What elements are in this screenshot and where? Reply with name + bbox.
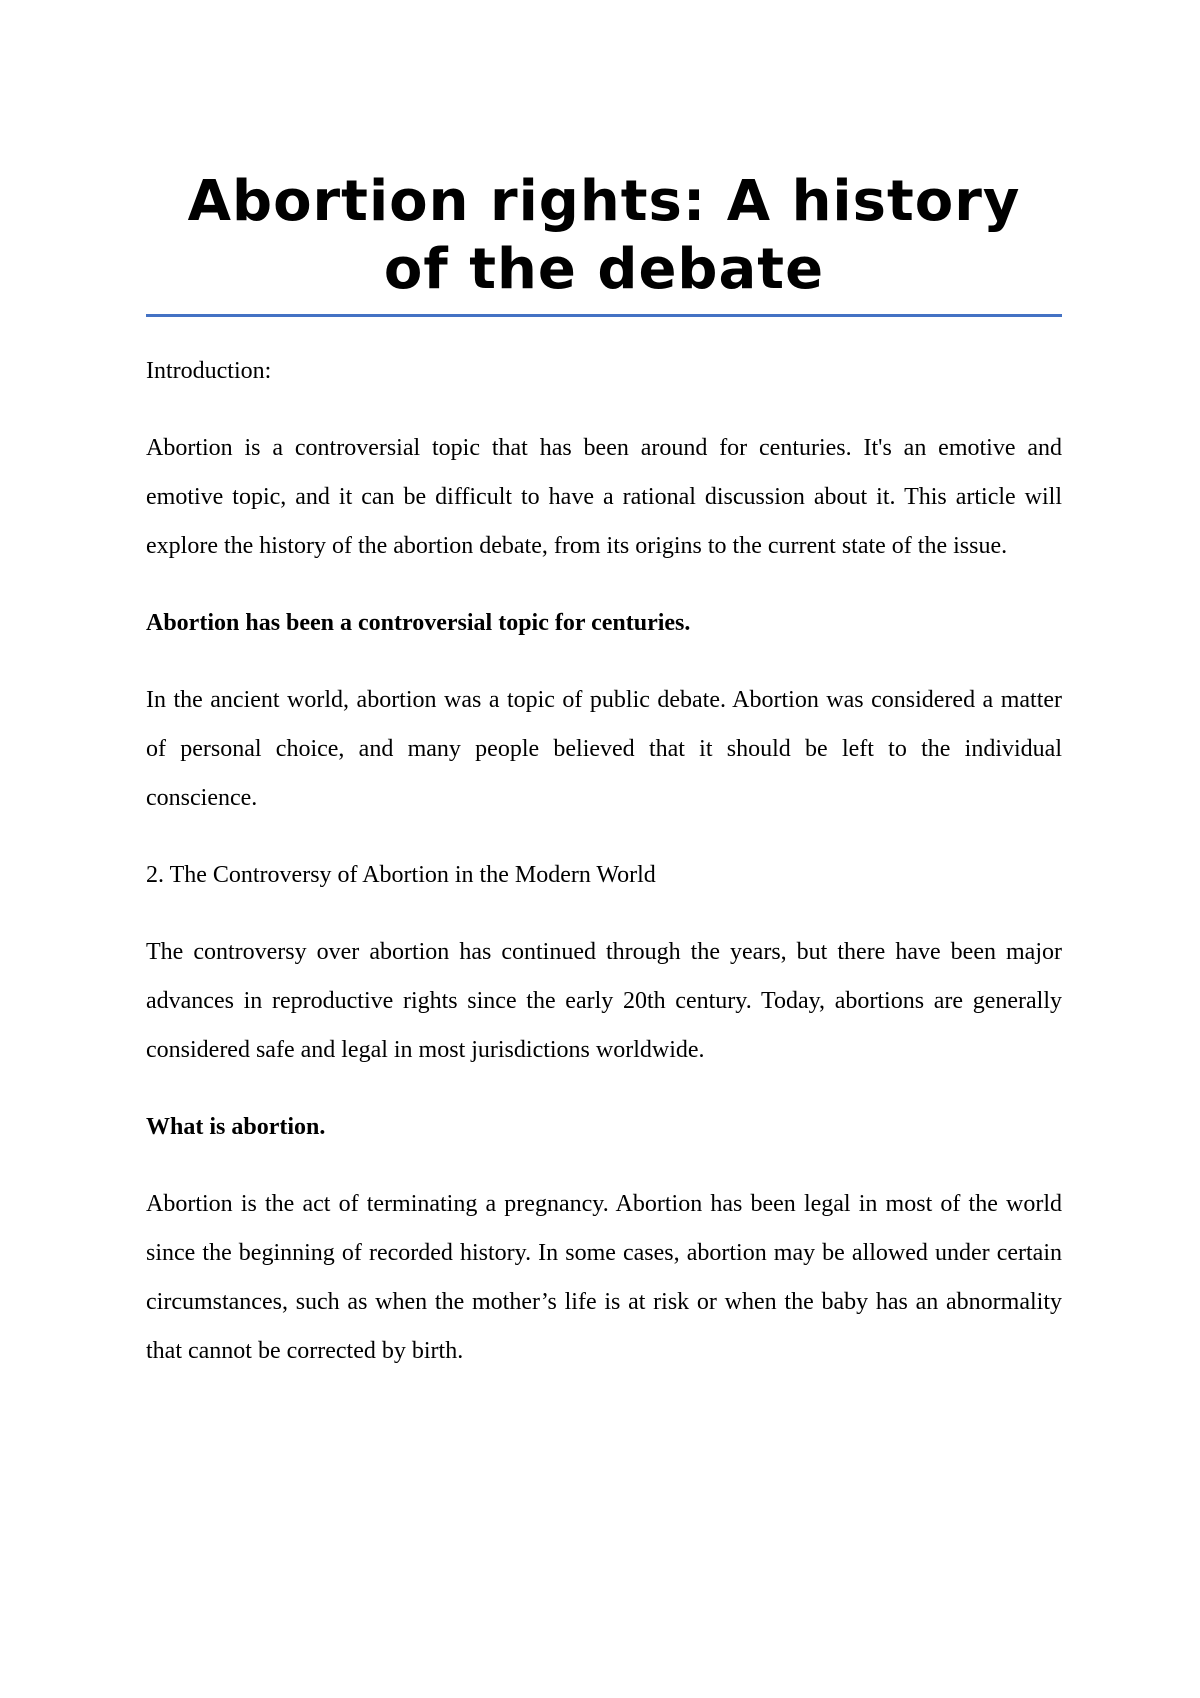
- paragraph-what-is-abortion: Abortion is the act of terminating a pregnancy. Abortion has been legal in most of the world since the beginning of recorded history. In some cases, abortion may be allowed under certain circumstances, such as when the mother’s life is at risk or when the baby has an abnormality that cannot be corrected by birth.: [146, 1191, 1062, 1364]
- paragraph-introduction: Abortion is a controversial topic that has been around for centuries. It's an emotive and emotive topic, and it can be difficult to have a rational discussion about it. This article will explore the history of the abortion debate, from its origins to the current state of the issue.: [146, 435, 1062, 559]
- section-heading-controversial-topic: Abortion has been a controversial topic for centuries.: [146, 610, 691, 636]
- paragraph-ancient-world: In the ancient world, abortion was a topic of public debate. Abortion was considered a matter of personal choice, and many people believed that it should be left to the individual conscience.: [146, 687, 1062, 811]
- document-title: Abortion rights: A history of the debate: [187, 169, 1021, 302]
- title-underline: [146, 314, 1062, 317]
- section-heading-modern-world: 2. The Controversy of Abortion in the Modern World: [146, 862, 656, 888]
- section-heading-what-is-abortion: What is abortion.: [146, 1114, 326, 1140]
- paragraph-modern-world: The controversy over abortion has continued through the years, but there have been major advances in reproductive rights since the early 20th century. Today, abortions are generally considered safe and legal in most jurisdictions worldwide.: [146, 939, 1062, 1063]
- section-label-introduction: Introduction:: [146, 358, 272, 384]
- document-content: [146, 168, 1062, 1404]
